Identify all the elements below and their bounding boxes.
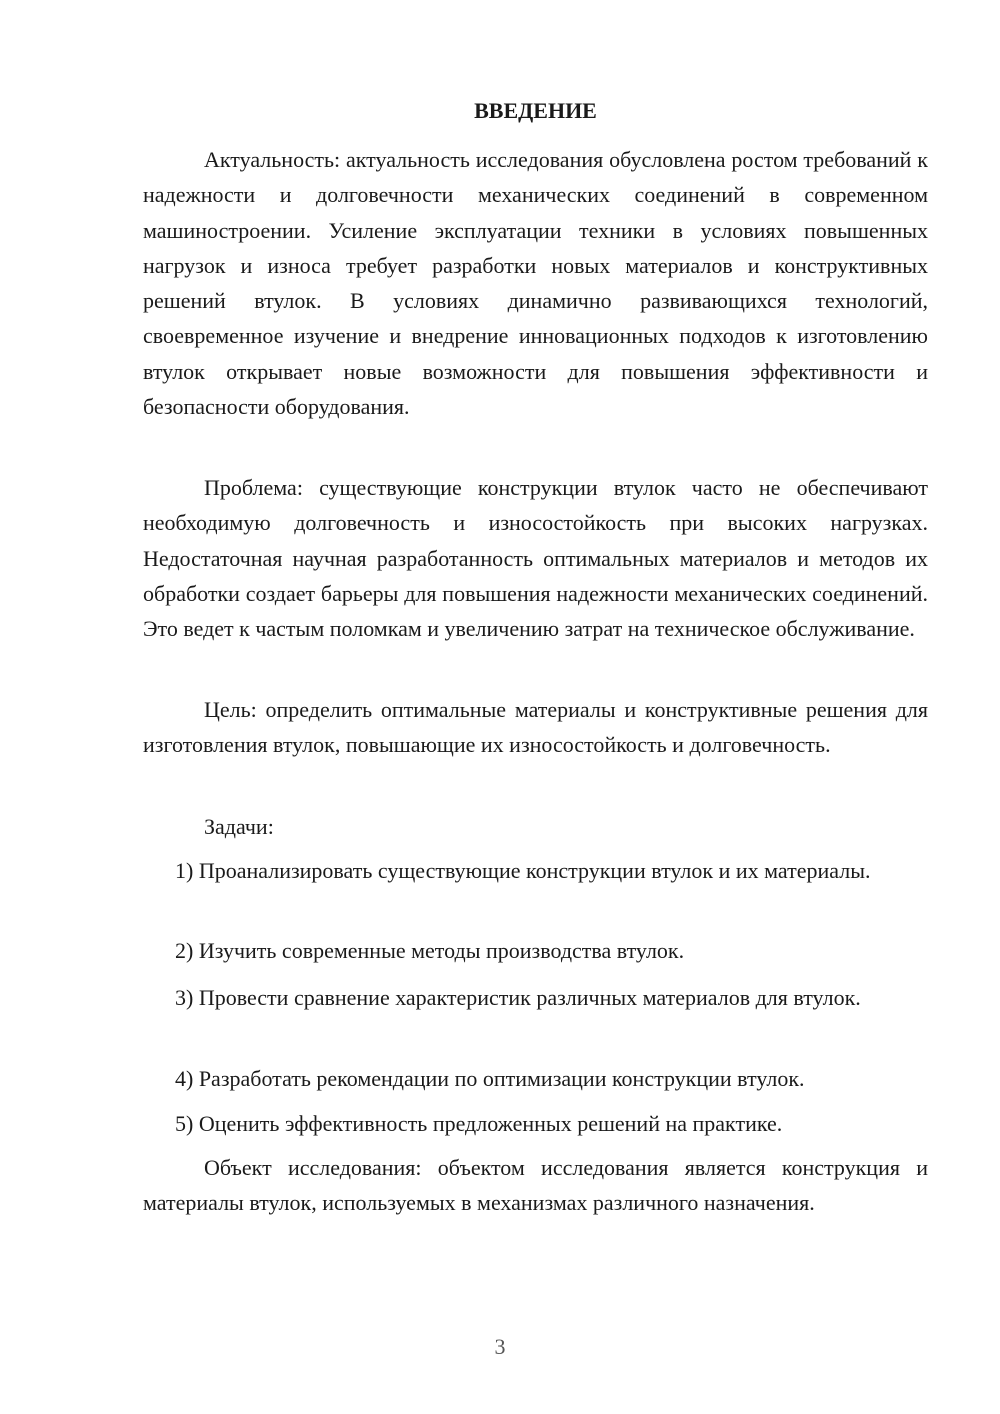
task-item: 1) Проанализировать существующие конструкции втулок и их материалы. <box>175 858 871 883</box>
problem-paragraph: Проблема: существующие конструкции втулок часто не обеспечивают необходимую долговечность и износостойкость при высоких нагрузках. Недостаточная научная разработанность оптимальных материалов и методов их обработки создает барьеры для повышения надежности механических соединений. Это ведет к частым поломкам и увеличению затрат на техническое обслуживание. <box>143 475 928 642</box>
task-item: 4) Разработать рекомендации по оптимизации конструкции втулок. <box>175 1066 805 1091</box>
task-item: 3) Провести сравнение характеристик различных материалов для втулок. <box>175 985 861 1010</box>
relevance-paragraph: Актуальность: актуальность исследования обусловлена ростом требований к надежности и долговечности механических соединений в современном машиностроении. Усиление эксплуатации техники в условиях повышенных нагрузок и износа требует разработки новых материалов и конструктивных решений втулок. В условиях динамично развивающихся технологий, своевременное изучение и внедрение инновационных подходов к изготовлению втулок открывает новые возможности для повышения эффективности и безопасности оборудования. <box>143 147 928 420</box>
task-item: 5) Оценить эффективность предложенных решений на практике. <box>175 1111 783 1136</box>
task-item: 2) Изучить современные методы производства втулок. <box>175 938 685 963</box>
goal-paragraph: Цель: определить оптимальные материалы и конструктивные решения для изготовления втулок, повышающие их износостойкость и долговечность. <box>143 697 928 758</box>
tasks-heading: Задачи: <box>204 814 274 839</box>
page-number: 3 <box>494 1334 506 1359</box>
object-paragraph: Объект исследования: объектом исследования является конструкция и материалы втулок, используемых в механизмах различного назначения. <box>143 1155 928 1216</box>
section-title: ВВЕДЕНИЕ <box>474 98 597 123</box>
